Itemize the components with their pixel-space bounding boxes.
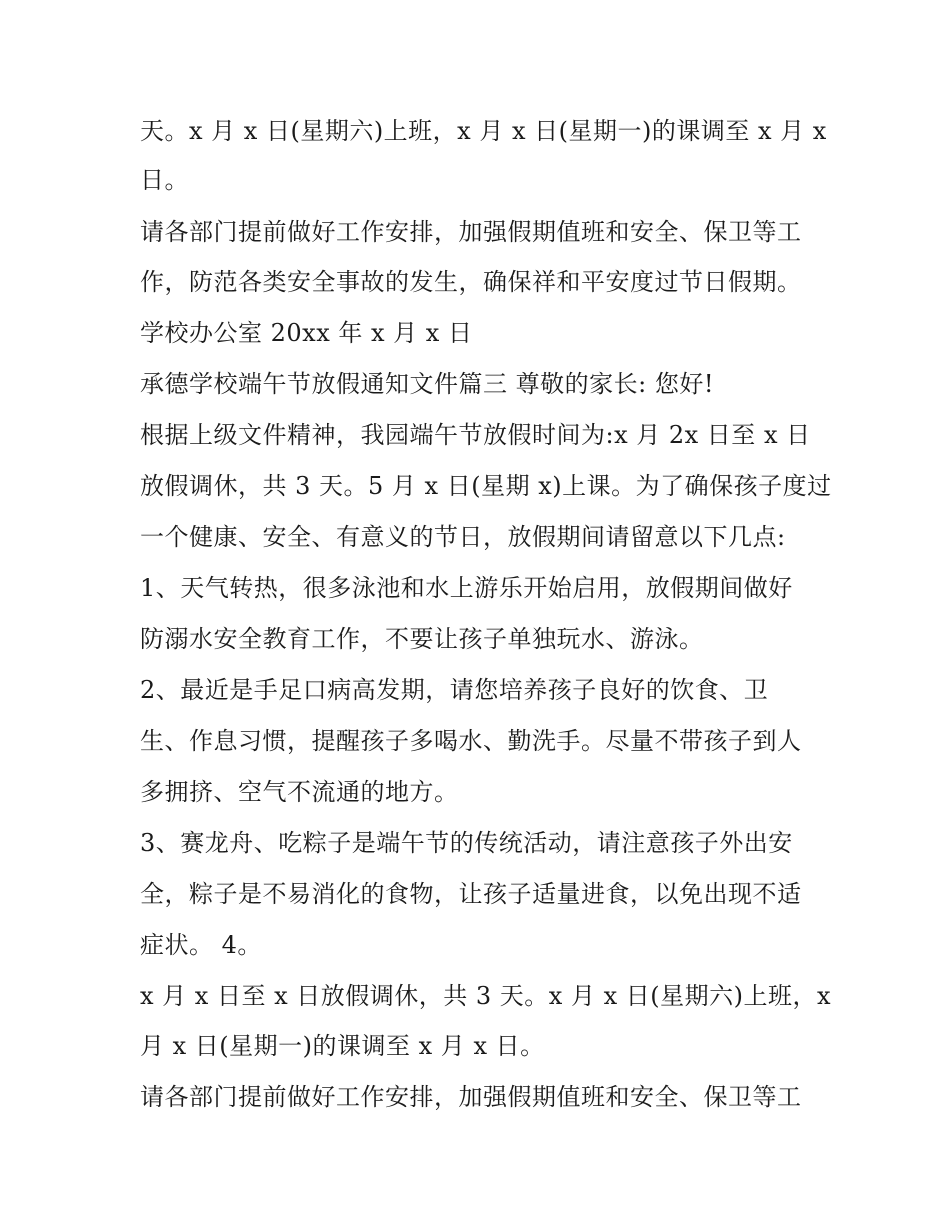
text-line: 作，防范各类安全事故的发生，确保祥和平安度过节日假期。 [140, 268, 802, 296]
text-line: x 月 x 日至 x 日放假调休，共 3 天。x 月 x 日(星期六)上班，x [140, 982, 831, 1010]
text-line: 多拥挤、空气不流通的地方。 [140, 778, 459, 806]
text-line: 日。 [140, 166, 189, 194]
text-line: 根据上级文件精神，我园端午节放假时间为:x 月 2x 日至 x 日 [140, 421, 811, 449]
text-line: 承德学校端午节放假通知文件篇三 尊敬的家长: 您好! [140, 370, 714, 398]
text-line: 月 x 日(星期一)的课调至 x 月 x 日。 [140, 1032, 545, 1060]
text-line: 一个健康、安全、有意义的节日，放假期间请留意以下几点: [140, 523, 786, 551]
text-line: 症状。 4。 [140, 931, 262, 959]
text-line: 生、作息习惯，提醒孩子多喝水、勤洗手。尽量不带孩子到人 [140, 727, 802, 755]
text-line: 2、最近是手足口病高发期，请您培养孩子良好的饮食、卫 [140, 676, 769, 704]
text-line: 放假调休，共 3 天。5 月 x 日(星期 x)上课。为了确保孩子度过 [140, 472, 832, 500]
text-line: 防溺水安全教育工作，不要让孩子单独玩水、游泳。 [140, 625, 704, 653]
text-line: 请各部门提前做好工作安排，加强假期值班和安全、保卫等工 [140, 218, 802, 246]
text-line: 天。x 月 x 日(星期六)上班，x 月 x 日(星期一)的课调至 x 月 x [140, 117, 827, 145]
text-line: 学校办公室 20xx 年 x 月 x 日 [140, 319, 473, 347]
text-line: 3、赛龙舟、吃粽子是端午节的传统活动，请注意孩子外出安 [140, 829, 793, 857]
text-line: 请各部门提前做好工作安排，加强假期值班和安全、保卫等工 [140, 1083, 802, 1111]
text-line: 1、天气转热，很多泳池和水上游乐开始启用，放假期间做好 [140, 574, 793, 602]
text-line: 全，粽子是不易消化的食物，让孩子适量进食，以免出现不适 [140, 880, 802, 908]
